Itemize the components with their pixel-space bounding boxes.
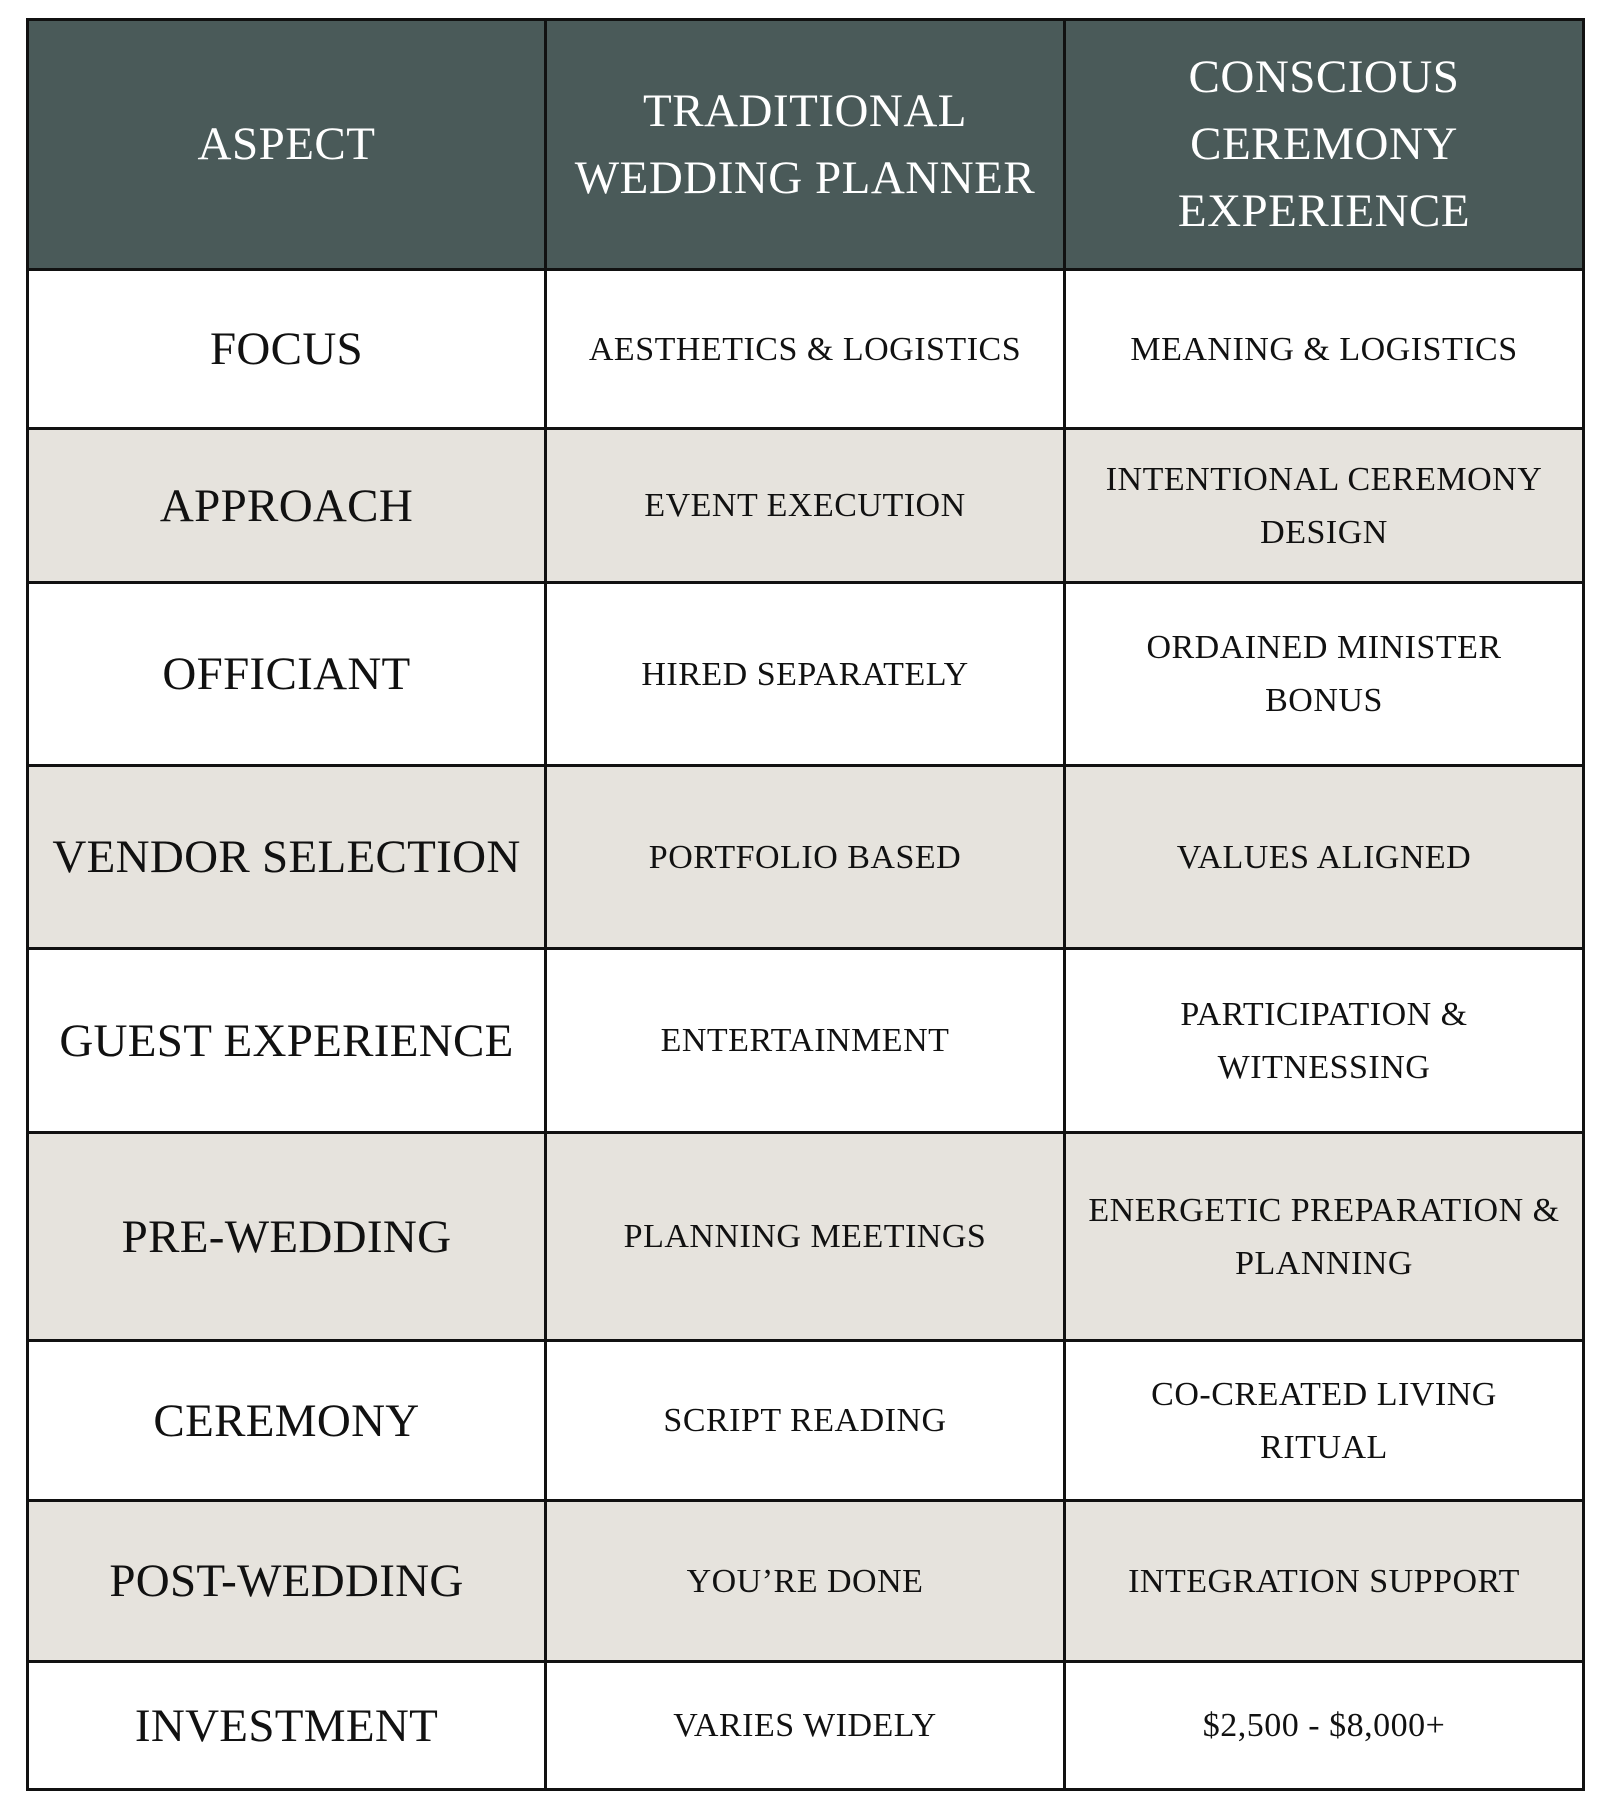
conscious-cell: ENERGETIC PREPARATION & PLANNING [1065,1133,1584,1341]
aspect-cell: OFFICIANT [28,583,546,766]
aspect-cell: GUEST EXPERIENCE [28,949,546,1133]
header-traditional-wedding-planner: TRADITIONAL WEDDING PLANNER [546,20,1065,270]
aspect-cell: APPROACH [28,429,546,583]
conscious-cell: INTENTIONAL CEREMONY DESIGN [1065,429,1584,583]
table-header-row [28,20,1584,270]
conscious-cell: ORDAINED MINISTER BONUS [1065,583,1584,766]
table-row [28,429,1584,583]
traditional-cell: YOU’RE DONE [546,1501,1065,1662]
traditional-cell: ENTERTAINMENT [546,949,1065,1133]
traditional-cell: PLANNING MEETINGS [546,1133,1065,1341]
conscious-cell: VALUES ALIGNED [1065,766,1584,949]
traditional-cell: VARIES WIDELY [546,1662,1065,1790]
comparison-table [26,18,1585,1791]
aspect-cell: VENDOR SELECTION [28,766,546,949]
aspect-cell: CEREMONY [28,1341,546,1501]
comparison-table-container [26,18,1582,1791]
traditional-cell: SCRIPT READING [546,1341,1065,1501]
traditional-cell: EVENT EXECUTION [546,429,1065,583]
conscious-cell: PARTICIPATION & WITNESSING [1065,949,1584,1133]
table-row [28,583,1584,766]
header-conscious-ceremony-experience: CONSCIOUS CEREMONY EXPERIENCE [1065,20,1584,270]
conscious-cell: MEANING & LOGISTICS [1065,270,1584,429]
aspect-cell: FOCUS [28,270,546,429]
header-aspect: ASPECT [28,20,546,270]
table-row [28,1341,1584,1501]
conscious-cell: INTEGRATION SUPPORT [1065,1501,1584,1662]
table-row [28,949,1584,1133]
table-row [28,1662,1584,1790]
conscious-cell: $2,500 - $8,000+ [1065,1662,1584,1790]
aspect-cell: INVESTMENT [28,1662,546,1790]
aspect-cell: POST-WEDDING [28,1501,546,1662]
table-row [28,1501,1584,1662]
table-row [28,766,1584,949]
traditional-cell: HIRED SEPARATELY [546,583,1065,766]
aspect-cell: PRE-WEDDING [28,1133,546,1341]
conscious-cell: CO-CREATED LIVING RITUAL [1065,1341,1584,1501]
traditional-cell: AESTHETICS & LOGISTICS [546,270,1065,429]
table-row [28,1133,1584,1341]
table-row [28,270,1584,429]
traditional-cell: PORTFOLIO BASED [546,766,1065,949]
